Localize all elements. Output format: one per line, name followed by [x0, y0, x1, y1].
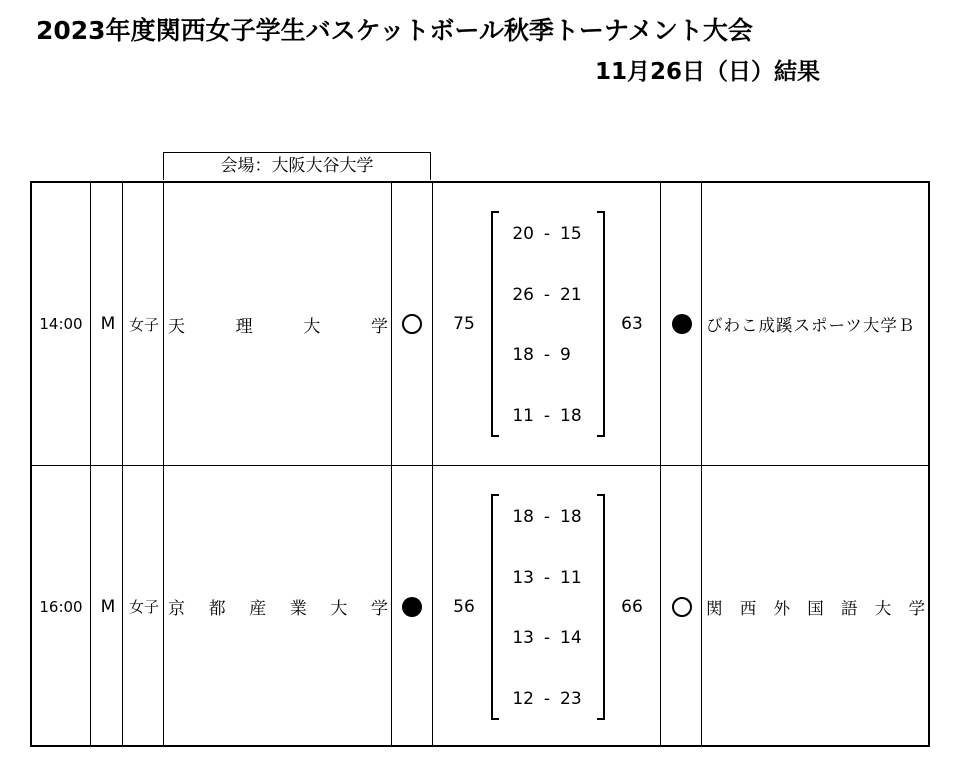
team-name-char: 大: [303, 316, 321, 337]
column-divider: [163, 183, 164, 745]
quarter-row: [502, 282, 592, 308]
team-left-name: [168, 183, 388, 465]
quarter-separator: -: [543, 688, 551, 709]
quarter-score-left: 18: [512, 507, 534, 527]
bracket-left: [491, 211, 499, 437]
page-title: 2023年度関西女子学生バスケットボール秋季トーナメント大会: [36, 16, 753, 45]
quarter-row: [502, 686, 592, 712]
result-mark-left: [392, 466, 432, 747]
team-name-char: 天: [168, 316, 185, 337]
quarter-separator: -: [543, 405, 551, 426]
result-circle-icon: [402, 597, 422, 617]
team-name-char: 学: [370, 599, 388, 619]
column-divider: [391, 183, 392, 745]
team-left-name: [168, 466, 388, 747]
result-mark-right: [662, 466, 702, 747]
team-name-char: 語: [841, 598, 859, 618]
quarter-separator: -: [543, 345, 551, 366]
result-mark-left: [392, 183, 432, 465]
quarter-separator: -: [543, 567, 551, 588]
team-right-name: [706, 466, 926, 747]
game-category: M: [100, 314, 116, 334]
team-name-char: 学: [370, 316, 388, 337]
quarter-separator: -: [543, 284, 551, 305]
team-name-char: 京: [168, 599, 185, 619]
score-left: 75: [453, 314, 475, 334]
quarter-score-right: 23: [560, 688, 582, 709]
team-name-char: 業: [289, 599, 307, 619]
score-right: 66: [621, 596, 643, 617]
quarter-score-left: 26: [512, 284, 534, 305]
team-name-char: 外: [773, 598, 791, 618]
quarter-score-right: 18: [560, 507, 582, 527]
venue-label: 会場：大阪大谷大学: [163, 152, 431, 180]
quarter-row: [502, 403, 592, 429]
quarter-separator: -: [543, 507, 551, 527]
result-circle-icon: [402, 314, 422, 334]
game-category: M: [100, 596, 116, 617]
quarter-score-right: 14: [560, 628, 582, 649]
quarter-row: [502, 342, 592, 368]
score-right: 63: [621, 314, 643, 334]
result-circle-icon: [672, 314, 692, 334]
team-name-char: 関: [706, 598, 724, 618]
quarter-score-right: 21: [560, 284, 582, 305]
quarter-row: [502, 504, 592, 530]
game-time: 16:00: [39, 597, 83, 616]
column-divider: [660, 183, 661, 745]
team-name-char: 産: [249, 599, 267, 619]
quarter-score-right: 18: [560, 405, 582, 426]
quarter-score-left: 11: [512, 405, 534, 426]
game-gender: 女子: [128, 315, 159, 334]
quarter-row: [502, 565, 592, 591]
quarter-score-right: 11: [560, 567, 582, 588]
column-divider: [701, 183, 702, 745]
score-left: 56: [453, 596, 475, 617]
team-name-char: 国: [807, 598, 825, 618]
quarter-score-left: 18: [512, 345, 534, 366]
team-name-char: 西: [739, 598, 758, 618]
bracket-right: [597, 211, 605, 437]
page-subtitle: 11月26日（日）結果: [595, 59, 821, 85]
quarter-score-left: 13: [512, 567, 534, 588]
team-name-char: 大: [874, 598, 893, 618]
result-circle-icon: [672, 597, 692, 617]
game-time: 14:00: [39, 315, 83, 333]
game-gender: 女子: [128, 598, 159, 616]
quarter-score-left: 13: [512, 628, 534, 649]
team-name-char: 都: [208, 599, 226, 619]
team-name-char: 理: [235, 316, 253, 337]
table-row: [32, 465, 928, 747]
quarter-score-right: 15: [560, 224, 582, 244]
team-right-name: [706, 183, 926, 465]
quarter-separator: -: [543, 224, 551, 244]
quarter-scores: [502, 221, 592, 429]
quarter-score-left: 12: [512, 688, 534, 709]
quarter-scores: [502, 504, 592, 712]
column-divider: [432, 183, 433, 745]
team-name-char: 学: [908, 598, 926, 618]
quarter-score-right: 9: [560, 345, 571, 366]
quarter-separator: -: [543, 628, 551, 649]
quarter-row: [502, 625, 592, 651]
column-divider: [90, 183, 91, 745]
team-name-char: 大: [330, 599, 348, 619]
table-row: [32, 183, 928, 465]
bracket-right: [597, 494, 605, 720]
results-table: [30, 181, 930, 747]
team-name-char: びわこ成蹊スポーツ大学Ｂ: [706, 316, 916, 335]
quarter-row: [502, 221, 592, 247]
quarter-score-left: 20: [512, 224, 534, 244]
column-divider: [122, 183, 123, 745]
bracket-left: [491, 494, 499, 720]
result-mark-right: [662, 183, 702, 465]
